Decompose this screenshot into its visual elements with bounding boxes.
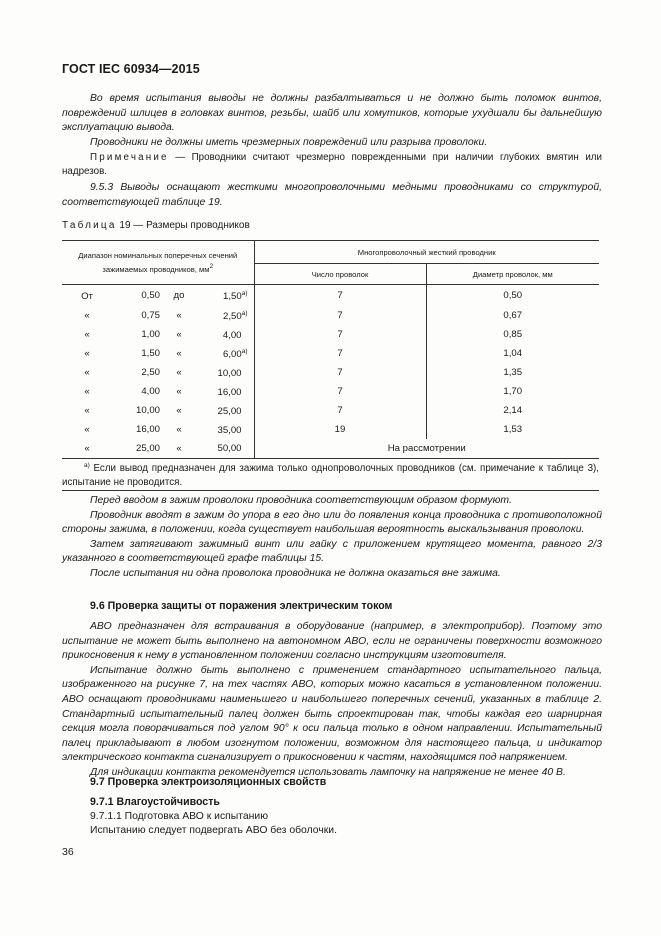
conductor-size-table (62, 240, 599, 491)
table-row: От 0,50 до 1,50$^{a)}$ 7 0,50 (62, 285, 599, 307)
section-9-6-body (62, 620, 602, 781)
header-wire-diameter: Диаметр проволок, мм (426, 264, 599, 285)
intro-paragraph-1: Во время испытания выводы не должны разбалтываться и не должно быть поломок винтов, повреждений шлицев в головках винтов, резьбы, шайб или хомутиков, которые ухудшали бы дальнейшую эксплуатацию вывода. (62, 93, 602, 134)
section-9-7-1-1: 9.7.1.1 Подготовка АВО к испытанию (90, 810, 269, 822)
table-row: « 1,00 « 4,00 7 0,85 (62, 325, 599, 344)
section-9-6-paragraph-1: АВО предназначен для встраивания в оборудование (например, в электроприбор). Поэтому это испытание не может быть выполнено на автономном АВО, если не ограничены поверхности возможного прикосновения к нему в установленном положении согласно инструкциям изготовителя. (62, 621, 602, 662)
table-row: « 25,00 « 50,00 На рассмотрении (62, 439, 599, 459)
section-9-7-1-title: 9.7.1 Влагоустойчивость (90, 796, 220, 808)
header-wire-count: Число проволок (254, 264, 426, 285)
table-caption-label: Таблица (62, 220, 117, 231)
section-9-6-title: 9.6 Проверка защиты от поражения электрическим током (90, 600, 393, 612)
table-footnote: $^{a)}$ Если вывод предназначен для зажима только однопроволочных проводников (см. примечание к таблице 3), испытание не проводится. (62, 459, 599, 491)
table-row: « 1,50 « 6,00$^{a)}$ 7 1,04 (62, 344, 599, 363)
section-9-7-title: 9.7 Проверка электроизоляционных свойств (90, 776, 327, 788)
table-row: « 4,00 « 16,00 7 1,70 (62, 382, 599, 401)
section-9-7-1-1-text: Испытанию следует подвергать АВО без оболочки. (90, 825, 337, 837)
header-range: Диапазон номинальных поперечных сечений зажимаемых проводников, $мм^2$ (62, 241, 254, 285)
after-paragraph-2: Проводник вводят в зажим до упора в его дно или до появления конца проводника с противоположной стороны зажима, в положении, когда существует наибольшая вероятность выскальзывания проволоки. (62, 509, 602, 536)
table-caption-text: 19 — Размеры проводников (116, 220, 250, 231)
clause-9-5-3 (62, 181, 602, 210)
after-paragraph-1: Перед вводом в зажим проволоки проводника соответствующим образом формуют. (90, 495, 512, 506)
document-header: ГОСТ IEC 60934—2015 (62, 62, 200, 76)
section-9-6-title-wrap (62, 599, 602, 614)
section-9-6-paragraph-2: Испытание должно быть выполнено с применением стандартного испытательного пальца, изображенного на рисунке 7, на тех частях АВО, которых можно касаться в установленном положении. АВО оснащают проводниками наименьшего и наибольшего поперечных сечений, указанных в таблице 2. Стандартный испытательный палец должен быть спроектирован так, чтобы каждая его шарнирная секция могла поворачиваться под углом 90° к оси пальца только в одном направлении. Испытательный палец прикладывают в любом изогнутом положении, возможном для настоящего пальца, и индикатор электрического контакта сигнализирует о прикосновении к частям, находящимся под напряжением. (62, 664, 602, 764)
table-row: « 2,50 « 10,00 7 1,35 (62, 363, 599, 382)
section-9-7-body (62, 795, 602, 839)
after-paragraph-3: Затем затягивают зажимный винт или гайку с приложением крутящего момента, равного 2/3 указанного в соответствующей графе таблицы 15. (62, 538, 602, 565)
note-label: Примечание (90, 152, 169, 163)
note-block (62, 151, 602, 179)
table-row: « 0,75 « 2,50$^{a)}$ 7 0,67 (62, 306, 599, 325)
after-table-block (62, 494, 602, 582)
page-number: 36 (62, 846, 74, 858)
section-9-6-paragraph-3: Для индикации контакта рекомендуется использовать лампочку на напряжение не менее 40 В. (90, 766, 566, 778)
note-text: — Проводники считают чрезмерно поврежденными при наличии глубоких вмятин или надрезов. (62, 152, 602, 177)
table-row: « 10,00 « 25,00 7 2,14 (62, 401, 599, 420)
header-conductor-group: Многопроволочный жесткий проводник (254, 241, 599, 264)
intro-block (62, 92, 602, 150)
intro-paragraph-2: Проводники не должны иметь чрезмерных повреждений или разрыва проволоки. (90, 136, 488, 148)
after-paragraph-4: После испытания ни одна проволока проводника не должна оказаться вне зажима. (90, 567, 501, 579)
section-9-7-title-wrap (62, 775, 602, 790)
clause-9-5-3-text: 9.5.3 Выводы оснащают жесткими многопроволочными медными проводниками со структурой, соответствующей таблице 19. (62, 182, 602, 208)
under-consideration-cell: На рассмотрении (254, 439, 599, 459)
table-caption (62, 220, 250, 231)
table-row: « 16,00 « 35,00 19 1,53 (62, 420, 599, 439)
